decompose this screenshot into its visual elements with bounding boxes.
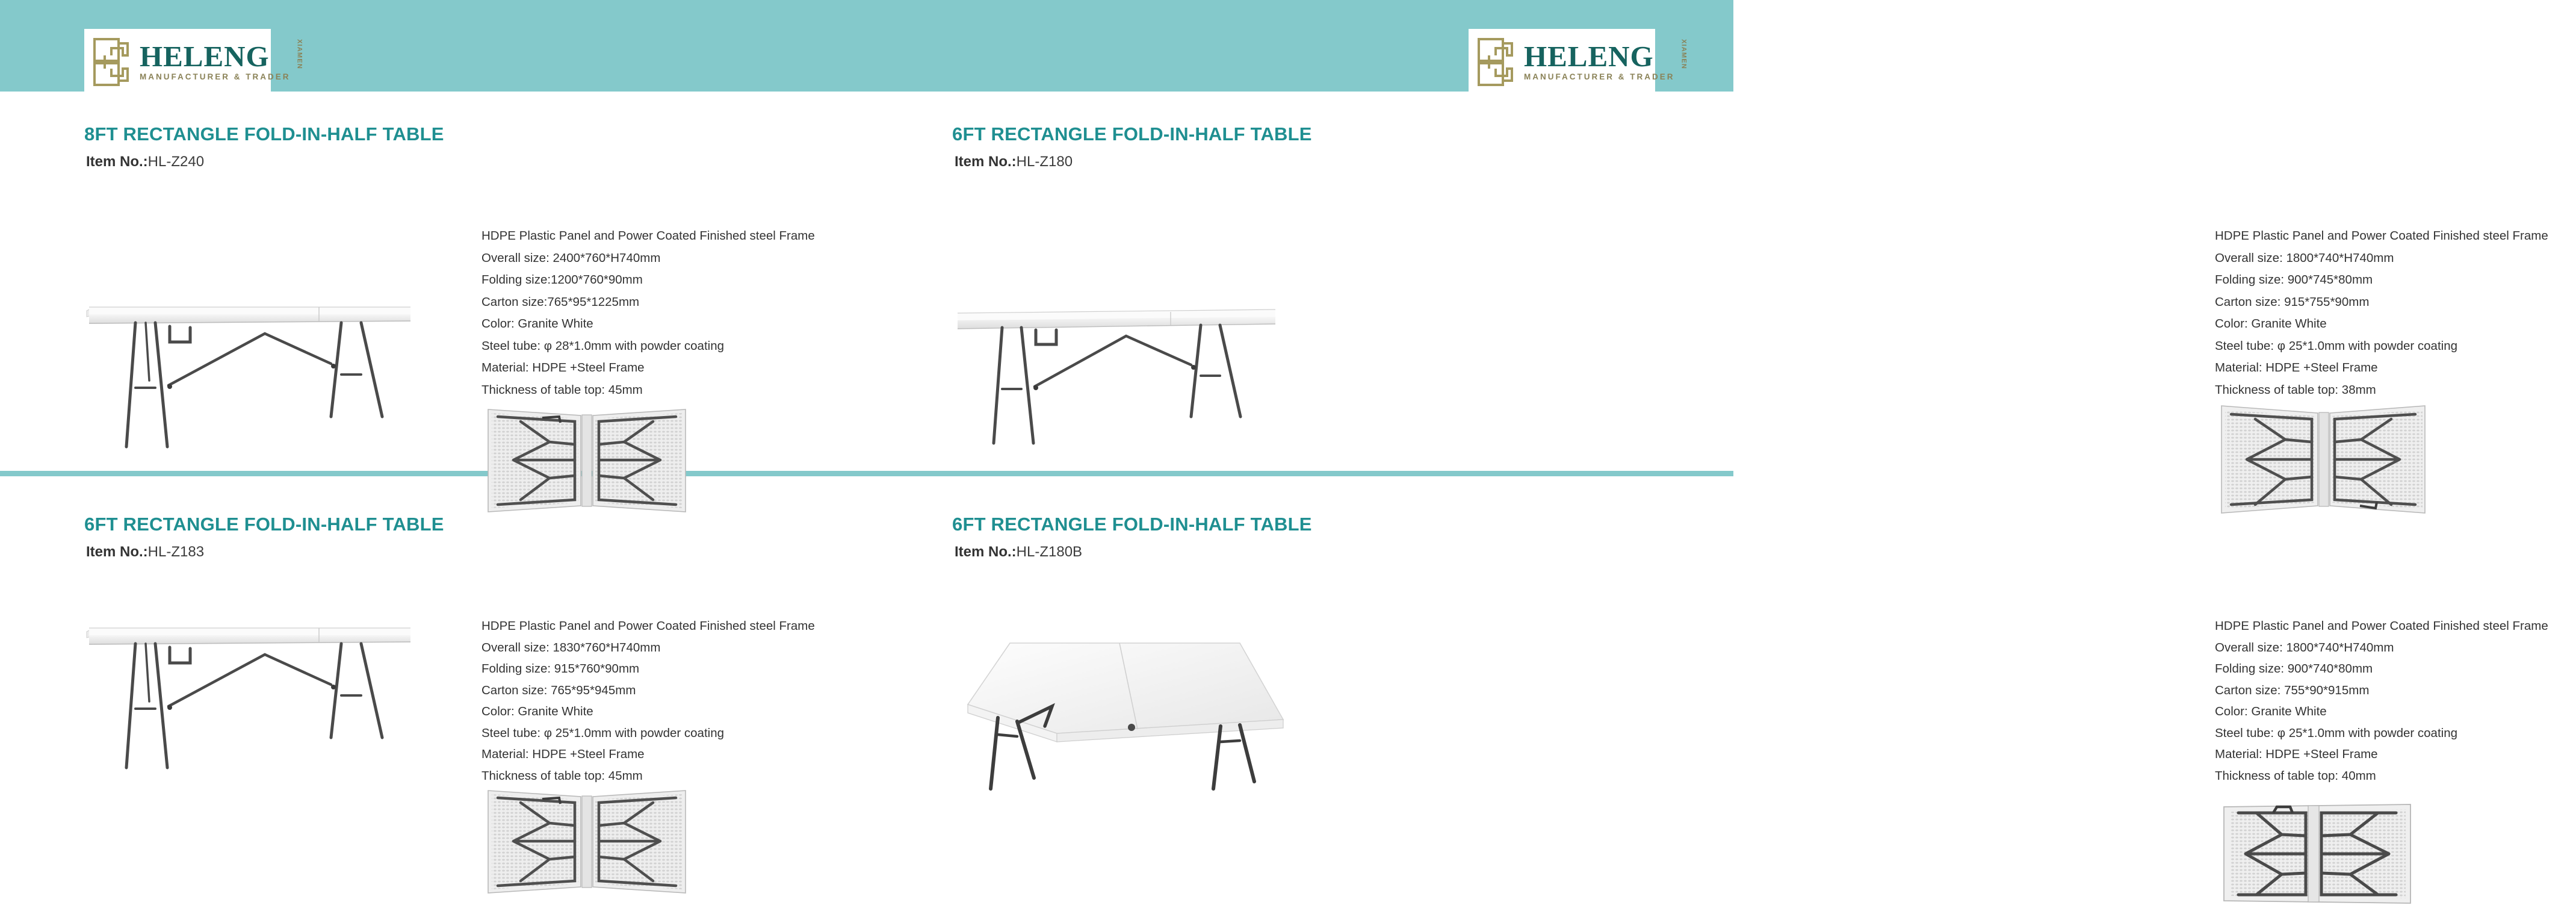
spec-line: Carton size:765*95*1225mm xyxy=(481,294,640,309)
product-open-view-image xyxy=(78,296,421,471)
brand-logo-right xyxy=(1469,29,1688,95)
spec-line: Thickness of table top: 38mm xyxy=(2215,382,2376,397)
spec-line: Steel tube: φ 25*1.0mm with powder coating xyxy=(2215,338,2458,353)
spec-line: Carton size: 765*95*945mm xyxy=(481,683,636,697)
logo-tagline-text: MANUFACTURER & TRADER xyxy=(1524,72,1675,81)
spec-line: Overall size: 1800*740*H740mm xyxy=(2215,250,2394,265)
spec-line: Color: Granite White xyxy=(481,704,593,718)
spec-line: Material: HDPE +Steel Frame xyxy=(481,747,645,761)
product-open-view-image xyxy=(78,617,421,792)
item-no-label: Item No.: xyxy=(955,544,1017,560)
page-header xyxy=(0,0,1733,92)
spec-line: Steel tube: φ 25*1.0mm with powder coating xyxy=(2215,726,2458,740)
product-card xyxy=(0,92,867,477)
spec-line: HDPE Plastic Panel and Power Coated Finished steel Frame xyxy=(2215,229,2548,243)
item-no-value: HL-Z180 xyxy=(1016,154,1073,170)
spec-line: HDPE Plastic Panel and Power Coated Finished steel Frame xyxy=(481,619,815,633)
logo-location-text: XIAMEN xyxy=(296,39,303,69)
item-no-value: HL-Z180B xyxy=(1016,544,1083,560)
item-no-value: HL-Z183 xyxy=(147,544,205,560)
product-spec-list xyxy=(2215,615,2576,786)
spec-line: HDPE Plastic Panel and Power Coated Finished steel Frame xyxy=(2215,619,2548,633)
logo-tagline-text: MANUFACTURER & TRADER xyxy=(140,72,291,81)
spec-line: Color: Granite White xyxy=(2215,317,2327,331)
item-no-label: Item No.: xyxy=(86,544,148,560)
heleng-monogram-icon xyxy=(1477,37,1518,87)
spec-line: Thickness of table top: 40mm xyxy=(2215,768,2376,783)
item-no-value: HL-Z240 xyxy=(147,154,205,170)
logo-wordmark xyxy=(1524,39,1688,81)
spec-line: Material: HDPE +Steel Frame xyxy=(2215,747,2378,761)
product-item-no xyxy=(86,544,204,561)
product-title: 8FT RECTANGLE FOLD-IN-HALF TABLE xyxy=(84,123,444,145)
product-folded-view-image xyxy=(2218,800,2417,908)
spec-line: Thickness of table top: 45mm xyxy=(481,382,643,397)
spec-line: HDPE Plastic Panel and Power Coated Finished steel Frame xyxy=(481,229,815,243)
spec-line: Carton size: 915*755*90mm xyxy=(2215,294,2370,309)
spec-line: Material: HDPE +Steel Frame xyxy=(2215,361,2378,375)
item-no-label: Item No.: xyxy=(86,154,148,170)
product-item-no xyxy=(955,544,1082,561)
spec-line: Steel tube: φ 28*1.0mm with powder coating xyxy=(481,338,725,353)
product-folded-view-image xyxy=(2218,400,2429,520)
spec-line: Overall size: 1830*760*H740mm xyxy=(481,640,661,655)
spec-line: Folding size: 915*760*90mm xyxy=(481,662,640,676)
spec-line: Carton size: 755*90*915mm xyxy=(2215,683,2370,697)
item-no-label: Item No.: xyxy=(955,154,1017,170)
spec-line: Folding size: 900*740*80mm xyxy=(2215,662,2373,676)
spec-line: Color: Granite White xyxy=(481,317,593,331)
spec-line: Overall size: 2400*760*H740mm xyxy=(481,250,661,265)
product-spec-list xyxy=(2215,225,2576,401)
product-folded-view-image xyxy=(485,786,689,900)
spec-line: Folding size:1200*760*90mm xyxy=(481,273,643,287)
spec-line: Folding size: 900*745*80mm xyxy=(2215,273,2373,287)
brand-logo-left xyxy=(84,29,303,95)
heleng-monogram-icon xyxy=(93,37,134,87)
spec-line: Material: HDPE +Steel Frame xyxy=(481,361,645,375)
logo-wordmark xyxy=(140,39,304,81)
product-card xyxy=(0,482,867,867)
product-open-view-image xyxy=(939,608,1312,789)
product-card xyxy=(867,92,2548,477)
product-item-no xyxy=(86,154,204,170)
spec-line: Overall size: 1800*740*H740mm xyxy=(2215,640,2394,655)
product-open-view-image xyxy=(948,301,1285,470)
spec-line: Thickness of table top: 45mm xyxy=(481,768,643,783)
spec-line: Steel tube: φ 25*1.0mm with powder coating xyxy=(481,726,725,740)
product-spec-list xyxy=(481,615,843,786)
product-title: 6FT RECTANGLE FOLD-IN-HALF TABLE xyxy=(84,514,444,535)
product-title: 6FT RECTANGLE FOLD-IN-HALF TABLE xyxy=(952,123,1312,145)
product-title: 6FT RECTANGLE FOLD-IN-HALF TABLE xyxy=(952,514,1312,535)
logo-brand-text: HELENG xyxy=(1524,40,1654,73)
spec-line: Color: Granite White xyxy=(2215,704,2327,718)
logo-brand-text: HELENG xyxy=(140,40,270,73)
product-item-no xyxy=(955,154,1073,170)
product-spec-list xyxy=(481,225,843,401)
logo-location-text: XIAMEN xyxy=(1680,39,1688,69)
product-card xyxy=(867,482,2548,867)
